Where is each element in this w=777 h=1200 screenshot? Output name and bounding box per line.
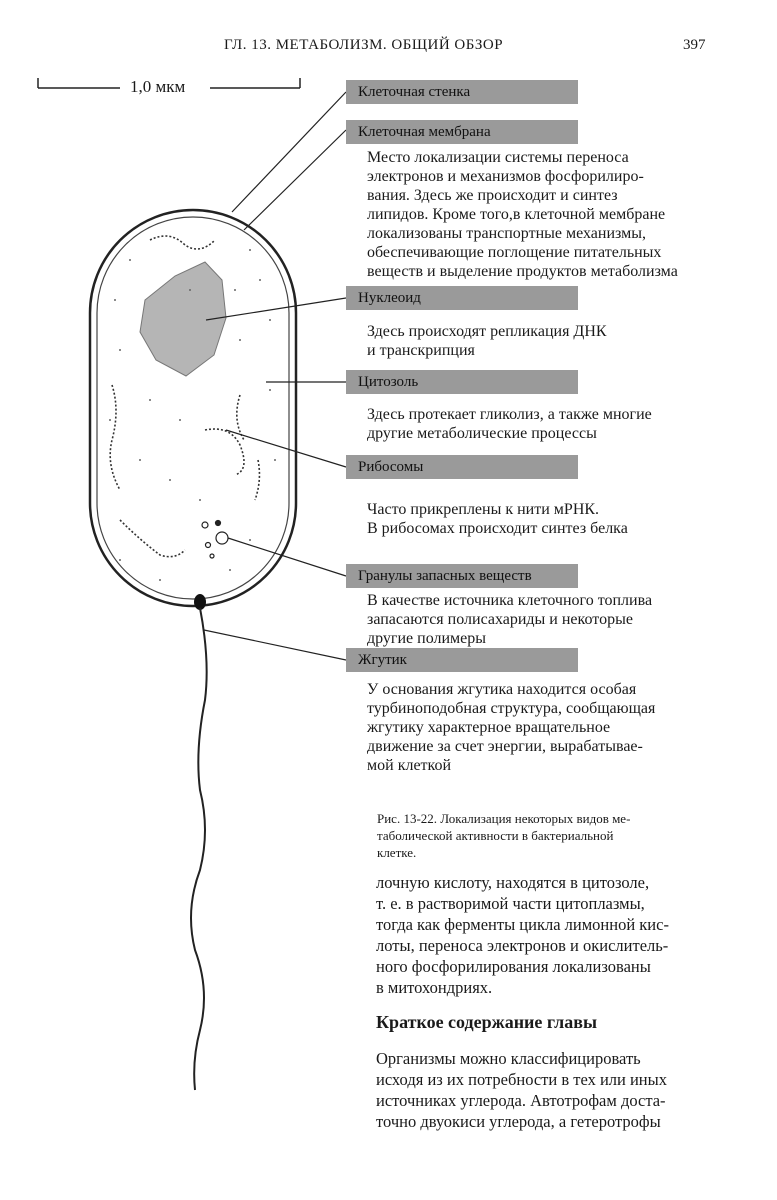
page-number: 397 <box>683 37 706 53</box>
label-cytosol: Цитозоль <box>346 370 578 394</box>
leader-lines <box>204 92 346 660</box>
figure-caption: Рис. 13-22. Локализация некоторых видов ме- таболической активности в бактериальной клетке. <box>377 811 631 860</box>
body-paragraph-1: лочную кислоту, находятся в цитозоле, т. е. в растворимой части цитоплазмы, тогда как ферменты цикла лимонной кис- лоты, переноса электронов и окислитель- ного фосфорилирования локализованы в митохондриях. <box>376 873 669 997</box>
label-nucleoid: Нуклеоид <box>346 286 578 310</box>
flagellum-description: У основания жгутика находится особая турбиноподобная структура, сообщающая жгутику характерное вращательное движение за счет энергии, вырабатывае- мой клеткой <box>367 681 656 774</box>
ribosomes-description: Часто прикреплены к нити мРНК. В рибосомах происходит синтез белка <box>367 501 628 537</box>
section-heading: Краткое содержание главы <box>376 1012 598 1032</box>
cell-membrane-description: Место локализации системы переноса электронов и механизмов фосфорилиро- вания. Здесь же происходит и синтез липидов. Кроме того,в клеточной мембране локализованы транспортные механизмы, обеспечивающие поглощение питательных веществ и выделение продуктов метаболизма <box>367 149 678 280</box>
running-head: ГЛ. 13. МЕТАБОЛИЗМ. ОБЩИЙ ОБЗОР <box>224 37 504 53</box>
flagellum <box>191 608 207 1090</box>
label-storage-granules: Гранулы запасных веществ <box>346 564 578 588</box>
nucleoid-description: Здесь происходят репликация ДНК и транскрипция <box>367 323 607 359</box>
storage-granules <box>202 521 228 559</box>
label-ribosomes: Рибосомы <box>346 455 578 479</box>
cytosol-description: Здесь протекает гликолиз, а также многие другие метаболические процессы <box>367 406 652 442</box>
body-paragraph-2: Организмы можно классифицировать исходя из их потребности в тех или иных источниках углерода. Автотрофам доста- точно двуокиси углерода, а гетеротрофы <box>376 1049 667 1131</box>
label-flagellum: Жгутик <box>346 648 578 672</box>
label-cell-membrane: Клеточная мембрана <box>346 120 578 144</box>
storage-granules-description: В качестве источника клеточного топлива запасаются полисахариды и некоторые другие полимеры <box>367 592 653 647</box>
scale-label: 1,0 мкм <box>126 77 189 97</box>
label-cell-wall: Клеточная стенка <box>346 80 578 104</box>
flagellum-base <box>194 594 206 610</box>
